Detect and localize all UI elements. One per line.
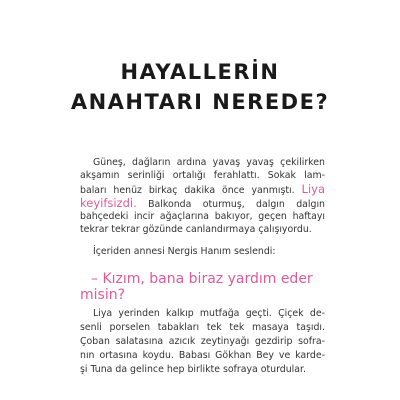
paragraph-line: Güneş, dağların ardına yavaş yavaş çekilirken (93, 157, 325, 168)
dialog-line: misin? (80, 287, 126, 303)
text-span: Balkonda oturmuş, dalgın dalgın (148, 199, 325, 210)
dialog-line: – Kızım, bana biraz yardım eder (91, 271, 313, 287)
paragraph-line: tekrar tekrar gözünde canlandırmaya çalışıyordu. (80, 224, 312, 235)
highlighted-name: Liya (301, 182, 325, 196)
paragraph-line (80, 183, 325, 197)
paragraph-line: senli porselen tabakları tek tek masaya taşıdı. (80, 322, 325, 333)
chapter-title-line-1: HAYALLERİN (120, 60, 280, 84)
text-span: baları henüz birkaç dakika önce yanmıştı. (80, 185, 295, 196)
paragraph-line: Liya yerinden kalkıp mutfağa geçti. Çiçek de- (93, 308, 325, 319)
highlighted-word: keyifsizdi. (80, 196, 137, 210)
paragraph-line: nın ortasına koydu. Babası Gökhan Bey ve karde- (80, 350, 325, 361)
paragraph-line: akşamın serinliği ortalığı ferahlattı. Sokak lam- (80, 170, 325, 181)
paragraph-line: bahçedeki incir ağaçlarına bakıyor, geçen haftayı (80, 211, 325, 222)
paragraph-line: İçeriden annesi Nergis Hanım seslendi: (93, 246, 276, 257)
paragraph-line: Çoban salatasına azıcık zeytinyağı gezdirip sofra- (80, 336, 325, 347)
paragraph-line: şi Tuna da gelince hep birlikte sofraya oturdular. (80, 364, 306, 375)
paragraph-line (80, 197, 325, 211)
chapter-title-line-2: ANAHTARI NEREDE? (70, 90, 330, 114)
